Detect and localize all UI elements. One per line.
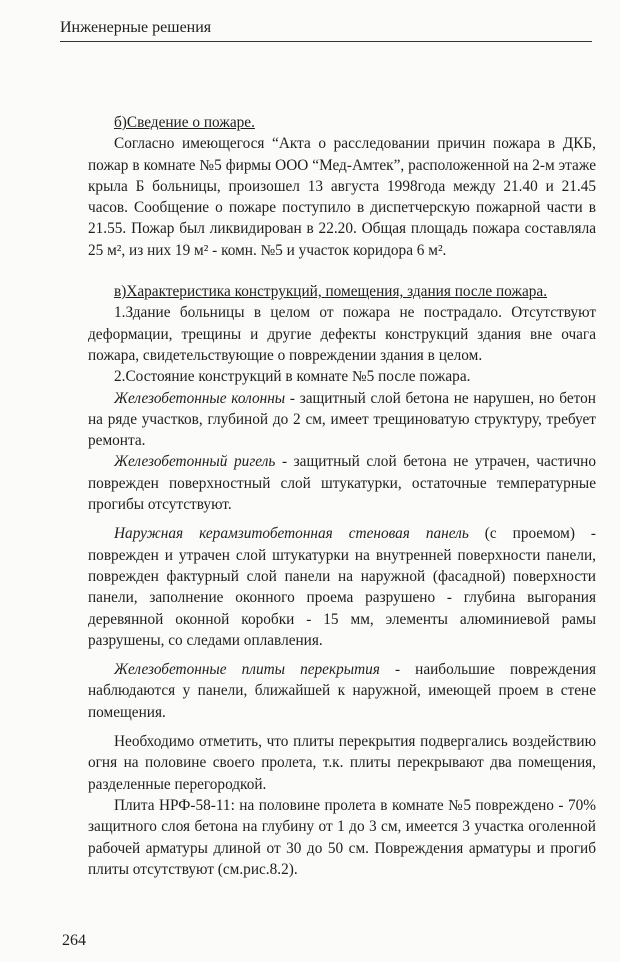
slabs-term: Железобетонные плиты перекрытия: [114, 661, 380, 679]
running-header: [60, 18, 592, 42]
wall-panel-term: Наружная керамзитобетонная стеновая панель: [114, 525, 469, 543]
note-paragraph: Необходимо отметить, что плиты перекрытия подвергались воздействию огня на половине своего пролета, т.к. плиты перекрывают два помещения, разделенные перегородкой.: [88, 733, 596, 793]
columns-paragraph: [88, 388, 596, 452]
building-state-paragraph: 1.Здание больницы в целом от пожара не пострадало. Отсутствуют деформации, трещины и другие дефекты конструкций здания вне очага пожара, свидетельствующие о повреждении здания в целом.: [88, 304, 596, 364]
section-b-heading: б)Сведение о пожаре.: [114, 114, 255, 131]
fire-info-paragraph: Согласно имеющегося “Акта о расследовании причин пожара в ДКБ, пожар в комнате №5 фирмы ООО “Мед-Амтек”, расположенной на 2-м этаже крыла Б больницы, произошел 13 августа 1998года между 21.40 и 21.45 часов. Сообщение о пожаре поступило в диспетчерскую пожарной части в 21.55. Пожар был ликвидирован в 22.20. Общая площадь пожара составляла 25 м², из них 19 м² - комн. №5 и участок коридора 6 м².: [88, 135, 596, 259]
section-c-heading: в)Характеристика конструкций, помещения, здания после пожара.: [114, 283, 548, 301]
girder-paragraph: [88, 451, 596, 515]
girder-description: - защитный слой бетона не утрачен, частично поврежден поверхностный слой штукатурки, остаточные температурные прогибы отсутствуют.: [88, 453, 596, 514]
running-title: Инженерные решения: [60, 19, 212, 36]
page-number: 264: [62, 932, 86, 949]
slabs-paragraph: [88, 659, 596, 723]
columns-term: Железобетонные колонны: [114, 389, 286, 407]
girder-term: Железобетонный ригель: [114, 453, 276, 471]
page-body: [88, 112, 596, 880]
slabs-description: - наибольшие повреждения наблюдаются у панели, ближайшей к наружной, имеющей проем в стене помещения.: [88, 661, 596, 721]
room-state-paragraph: 2.Состояние конструкций в комнате №5 после пожара.: [114, 368, 471, 386]
slab-damage-paragraph: Плита НРФ-58-11: на половине пролета в комнате №5 повреждено - 70% защитного слоя бетона на глубину от 1 до 3 см, имеется 3 участка оголенной рабочей арматуры длиной от 30 до 50 см. Повреждения арматуры и прогиб плиты отсутствуют (см.рис.8.2).: [88, 796, 596, 878]
wall-panel-description: (с проемом) - поврежден и утрачен слой штукатурки на внутренней поверхности панели, поврежден фактурный слой панели на наружной (фасадной) поверхности панели, заполнение оконного проема разрушено - глубина выгорания деревянной оконной коробки - 15 мм, элементы алюминиевой рамы разрушены, со следами оплавления.: [88, 525, 596, 649]
wall-panel-paragraph: [88, 523, 596, 651]
columns-description: - защитный слой бетона не нарушен, но бетон на ряде участков, глубиной до 2 см, имеет трещиноватую структуру, требует ремонта.: [88, 389, 596, 450]
